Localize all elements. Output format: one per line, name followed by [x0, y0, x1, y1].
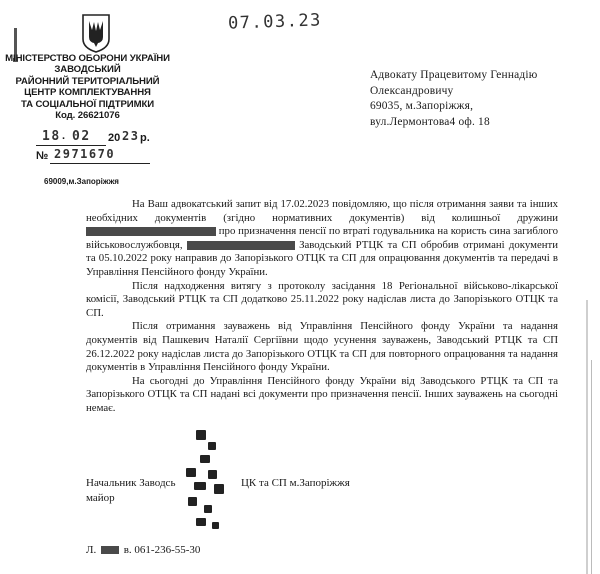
- paragraph-1-part-a: На Ваш адвокатський запит від 17.02.2023 повідомляю, що після отримання заяви та інших необхідних документів (згідно нормативних документів) від колишньої дружини: [86, 198, 558, 224]
- org-line: РАЙОННИЙ ТЕРИТОРІАЛЬНИЙ: [15, 75, 160, 87]
- org-line: ЗАВОДСЬКИЙ: [54, 64, 121, 76]
- date-suffix: р.: [140, 132, 150, 144]
- org-line: МІНІСТЕРСТВО ОБОРОНИ УКРАЇНИ: [5, 53, 170, 64]
- signatory-rank: майор: [86, 492, 115, 504]
- redacted-contact-name: [101, 546, 119, 554]
- org-code: Код. 26621076: [55, 110, 120, 122]
- signature-block: [86, 476, 526, 506]
- redacted-name: [86, 227, 216, 236]
- date-year: 23: [122, 129, 140, 143]
- letter-body: [86, 198, 558, 416]
- number-underline: [50, 163, 150, 164]
- date-prefix: 20: [108, 132, 121, 144]
- signatory-title-b: ЦК та СП м.Запоріжжя: [240, 477, 350, 489]
- paragraph-4: На сьогодні до Управління Пенсійного фонду України від Заводського РТЦК та СП та Запорізького ОТЦК та СП надані всі документи про призначення пенсії. Інших зауважень на сьогодні немає.: [86, 374, 558, 414]
- number-value: 2971670: [54, 147, 116, 161]
- paragraph-2: Після надходження витягу з протоколу засідання 18 Регіональної військово-лікарської комісії, Заводський РТЦК та СП додатково 25.11.2022 року надіслав листа до Запорізького ОТЦК та СП.: [86, 279, 558, 319]
- recipient-line: 69035, м.Запоріжжя,: [370, 100, 474, 113]
- org-line: ЦЕНТР КОМПЛЕКТУВАННЯ: [24, 87, 151, 99]
- handwritten-date: 07.03.23: [227, 10, 323, 34]
- issuer-stamp-block: [0, 53, 175, 121]
- recipient-line: Олександровичу: [370, 84, 454, 97]
- contact-phone: в. 061-236-55-30: [123, 544, 201, 556]
- recipient-line: вул.Лермонтова4 оф. 18: [370, 115, 490, 128]
- issuer-address: 69009,м.Запоріжжя: [44, 177, 119, 186]
- date-dot: .: [62, 130, 66, 142]
- redacted-name: [187, 241, 295, 250]
- scan-edge: [591, 360, 592, 574]
- coat-of-arms-icon: [80, 12, 112, 54]
- date-underline: [36, 145, 106, 146]
- paragraph-3: Після отримання зауважень від Управління Пенсійного фонду України та надання документів від Пашкевич Наталії Сергіївни щодо усунення зауважень, Заводський РТЦК та СП 26.12.2022 року надіслав листа до Запорізького ОТЦК та СП для повторного опрацювання та надання документів в Управління Пенсійного фонду України.: [86, 320, 558, 374]
- recipient-line: Адвокату Працевитому Геннадію: [370, 69, 538, 81]
- contact-prefix: Л.: [86, 544, 97, 556]
- date-month: 02: [72, 129, 91, 144]
- contact-line: [86, 543, 200, 558]
- date-day: 18: [42, 129, 61, 144]
- signatory-title-a: Начальник Заводсь: [86, 477, 176, 489]
- paragraph-1-part-c: Заводський РТЦК та СП обробив отримані документи та 05.10.2022 року направив до Запорізького ОТЦК та СП для опрацювання документів та передачі в Управління Пенсійного фонду України.: [86, 238, 559, 278]
- doc-number-line: [36, 149, 156, 167]
- paragraph-1: [86, 198, 558, 280]
- doc-date-line: [36, 130, 156, 148]
- recipient-block: [370, 68, 590, 130]
- number-label: №: [36, 150, 49, 162]
- org-line: ТА СОЦІАЛЬНОЇ ПІДТРИМКИ: [20, 98, 155, 110]
- paragraph-1-part-b: про призначення пенсії по втраті годувальника на користь сина загиблого військовослужбовця,: [86, 225, 558, 251]
- scan-edge: [586, 300, 588, 574]
